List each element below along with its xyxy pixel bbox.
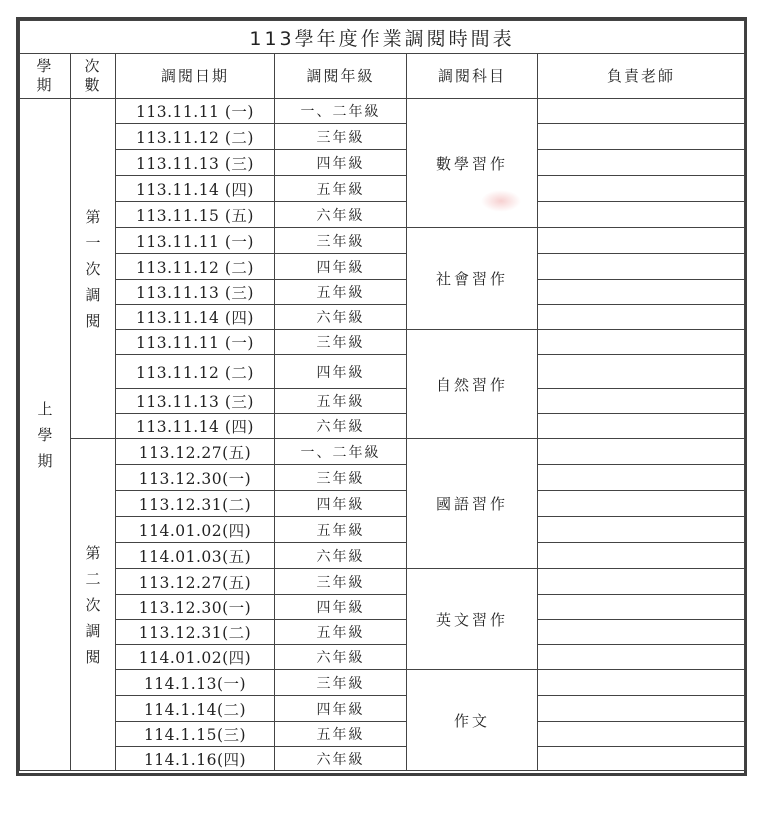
date-cell: 113.11.15 (五)	[116, 202, 275, 228]
teacher-cell[interactable]	[538, 722, 745, 747]
date-cell: 114.01.02(四)	[116, 517, 275, 543]
teacher-cell[interactable]	[538, 439, 745, 465]
teacher-cell[interactable]	[538, 389, 745, 414]
header-subject: 調閱科目	[407, 54, 538, 99]
teacher-cell[interactable]	[538, 595, 745, 620]
grade-cell: 四年級	[275, 355, 407, 389]
grade-cell: 五年級	[275, 620, 407, 645]
grade-cell: 三年級	[275, 124, 407, 150]
table-row	[20, 202, 745, 228]
grade-cell: 六年級	[275, 747, 407, 771]
grade-cell: 五年級	[275, 722, 407, 747]
subject-cell: 社會習作	[407, 228, 538, 330]
teacher-cell[interactable]	[538, 414, 745, 439]
date-cell: 113.11.11 (一)	[116, 228, 275, 254]
teacher-cell[interactable]	[538, 254, 745, 280]
table-row	[20, 645, 745, 670]
table-row	[20, 595, 745, 620]
table-row	[20, 569, 745, 595]
teacher-cell[interactable]	[538, 99, 745, 124]
teacher-cell[interactable]	[538, 620, 745, 645]
teacher-cell[interactable]	[538, 124, 745, 150]
date-cell: 113.11.12 (二)	[116, 124, 275, 150]
date-cell: 113.12.30(一)	[116, 595, 275, 620]
grade-cell: 四年級	[275, 254, 407, 280]
date-cell: 113.11.13 (三)	[116, 389, 275, 414]
date-cell: 113.12.27(五)	[116, 439, 275, 465]
teacher-cell[interactable]	[538, 330, 745, 355]
teacher-cell[interactable]	[538, 670, 745, 696]
table-row	[20, 150, 745, 176]
teacher-cell[interactable]	[538, 696, 745, 722]
teacher-cell[interactable]	[538, 747, 745, 771]
round-cell: 第二次調閱	[71, 439, 116, 771]
header-round: 次數	[71, 54, 116, 99]
header-date: 調閱日期	[116, 54, 275, 99]
date-cell: 113.11.11 (一)	[116, 99, 275, 124]
grade-cell: 四年級	[275, 595, 407, 620]
table-row	[20, 305, 745, 330]
teacher-cell[interactable]	[538, 305, 745, 330]
table-row	[20, 330, 745, 355]
grade-cell: 四年級	[275, 696, 407, 722]
grade-cell: 五年級	[275, 280, 407, 305]
date-cell: 113.11.14 (四)	[116, 176, 275, 202]
table-row	[20, 517, 745, 543]
grade-cell: 六年級	[275, 645, 407, 670]
date-cell: 113.12.31(二)	[116, 620, 275, 645]
date-cell: 113.11.12 (二)	[116, 355, 275, 389]
date-cell: 113.11.14 (四)	[116, 414, 275, 439]
date-cell: 113.12.27(五)	[116, 569, 275, 595]
grade-cell: 六年級	[275, 414, 407, 439]
date-cell: 114.1.16(四)	[116, 747, 275, 771]
teacher-cell[interactable]	[538, 355, 745, 389]
teacher-cell[interactable]	[538, 465, 745, 491]
grade-cell: 四年級	[275, 150, 407, 176]
subject-cell: 作文	[407, 670, 538, 771]
date-cell: 113.11.13 (三)	[116, 280, 275, 305]
ink-smudge	[481, 190, 521, 212]
grade-cell: 一、二年級	[275, 99, 407, 124]
date-cell: 113.11.11 (一)	[116, 330, 275, 355]
grade-cell: 三年級	[275, 330, 407, 355]
schedule-table	[19, 20, 745, 771]
table-row	[20, 355, 745, 389]
table-row	[20, 491, 745, 517]
date-cell: 113.11.12 (二)	[116, 254, 275, 280]
teacher-cell[interactable]	[538, 176, 745, 202]
table-row	[20, 280, 745, 305]
date-cell: 114.1.13(一)	[116, 670, 275, 696]
round-cell: 第一次調閱	[71, 99, 116, 439]
grade-cell: 六年級	[275, 202, 407, 228]
grade-cell: 四年級	[275, 491, 407, 517]
table-row	[20, 124, 745, 150]
date-cell: 114.1.15(三)	[116, 722, 275, 747]
teacher-cell[interactable]	[538, 228, 745, 254]
subject-cell: 自然習作	[407, 330, 538, 439]
table-row	[20, 543, 745, 569]
grade-cell: 六年級	[275, 543, 407, 569]
schedule-body	[20, 99, 745, 771]
grade-cell: 五年級	[275, 389, 407, 414]
grade-cell: 一、二年級	[275, 439, 407, 465]
teacher-cell[interactable]	[538, 517, 745, 543]
table-row	[20, 414, 745, 439]
table-row	[20, 254, 745, 280]
teacher-cell[interactable]	[538, 280, 745, 305]
semester-cell: 上學期	[20, 99, 71, 771]
subject-cell: 英文習作	[407, 569, 538, 670]
grade-cell: 三年級	[275, 228, 407, 254]
teacher-cell[interactable]	[538, 543, 745, 569]
date-cell: 114.01.03(五)	[116, 543, 275, 569]
table-row	[20, 465, 745, 491]
teacher-cell[interactable]	[538, 569, 745, 595]
table-row	[20, 228, 745, 254]
grade-cell: 三年級	[275, 569, 407, 595]
schedule-sheet	[16, 17, 747, 776]
teacher-cell[interactable]	[538, 645, 745, 670]
teacher-cell[interactable]	[538, 491, 745, 517]
date-cell: 114.1.14(二)	[116, 696, 275, 722]
table-row	[20, 176, 745, 202]
subject-cell: 國語習作	[407, 439, 538, 569]
date-cell: 113.11.14 (四)	[116, 305, 275, 330]
grade-cell: 五年級	[275, 517, 407, 543]
table-title: 113學年度作業調閱時間表	[20, 21, 745, 54]
grade-cell: 三年級	[275, 670, 407, 696]
table-row	[20, 99, 745, 124]
header-grade: 調閱年級	[275, 54, 407, 99]
grade-cell: 三年級	[275, 465, 407, 491]
table-row	[20, 670, 745, 696]
table-row	[20, 620, 745, 645]
grade-cell: 五年級	[275, 176, 407, 202]
teacher-cell[interactable]	[538, 202, 745, 228]
table-row	[20, 722, 745, 747]
date-cell: 113.12.30(一)	[116, 465, 275, 491]
table-row	[20, 439, 745, 465]
subject-cell: 數學習作	[407, 99, 538, 228]
table-row	[20, 696, 745, 722]
teacher-cell[interactable]	[538, 150, 745, 176]
date-cell: 113.12.31(二)	[116, 491, 275, 517]
table-row	[20, 389, 745, 414]
header-semester: 學期	[20, 54, 71, 99]
table-row	[20, 747, 745, 771]
grade-cell: 六年級	[275, 305, 407, 330]
header-teacher: 負責老師	[538, 54, 745, 99]
date-cell: 114.01.02(四)	[116, 645, 275, 670]
date-cell: 113.11.13 (三)	[116, 150, 275, 176]
